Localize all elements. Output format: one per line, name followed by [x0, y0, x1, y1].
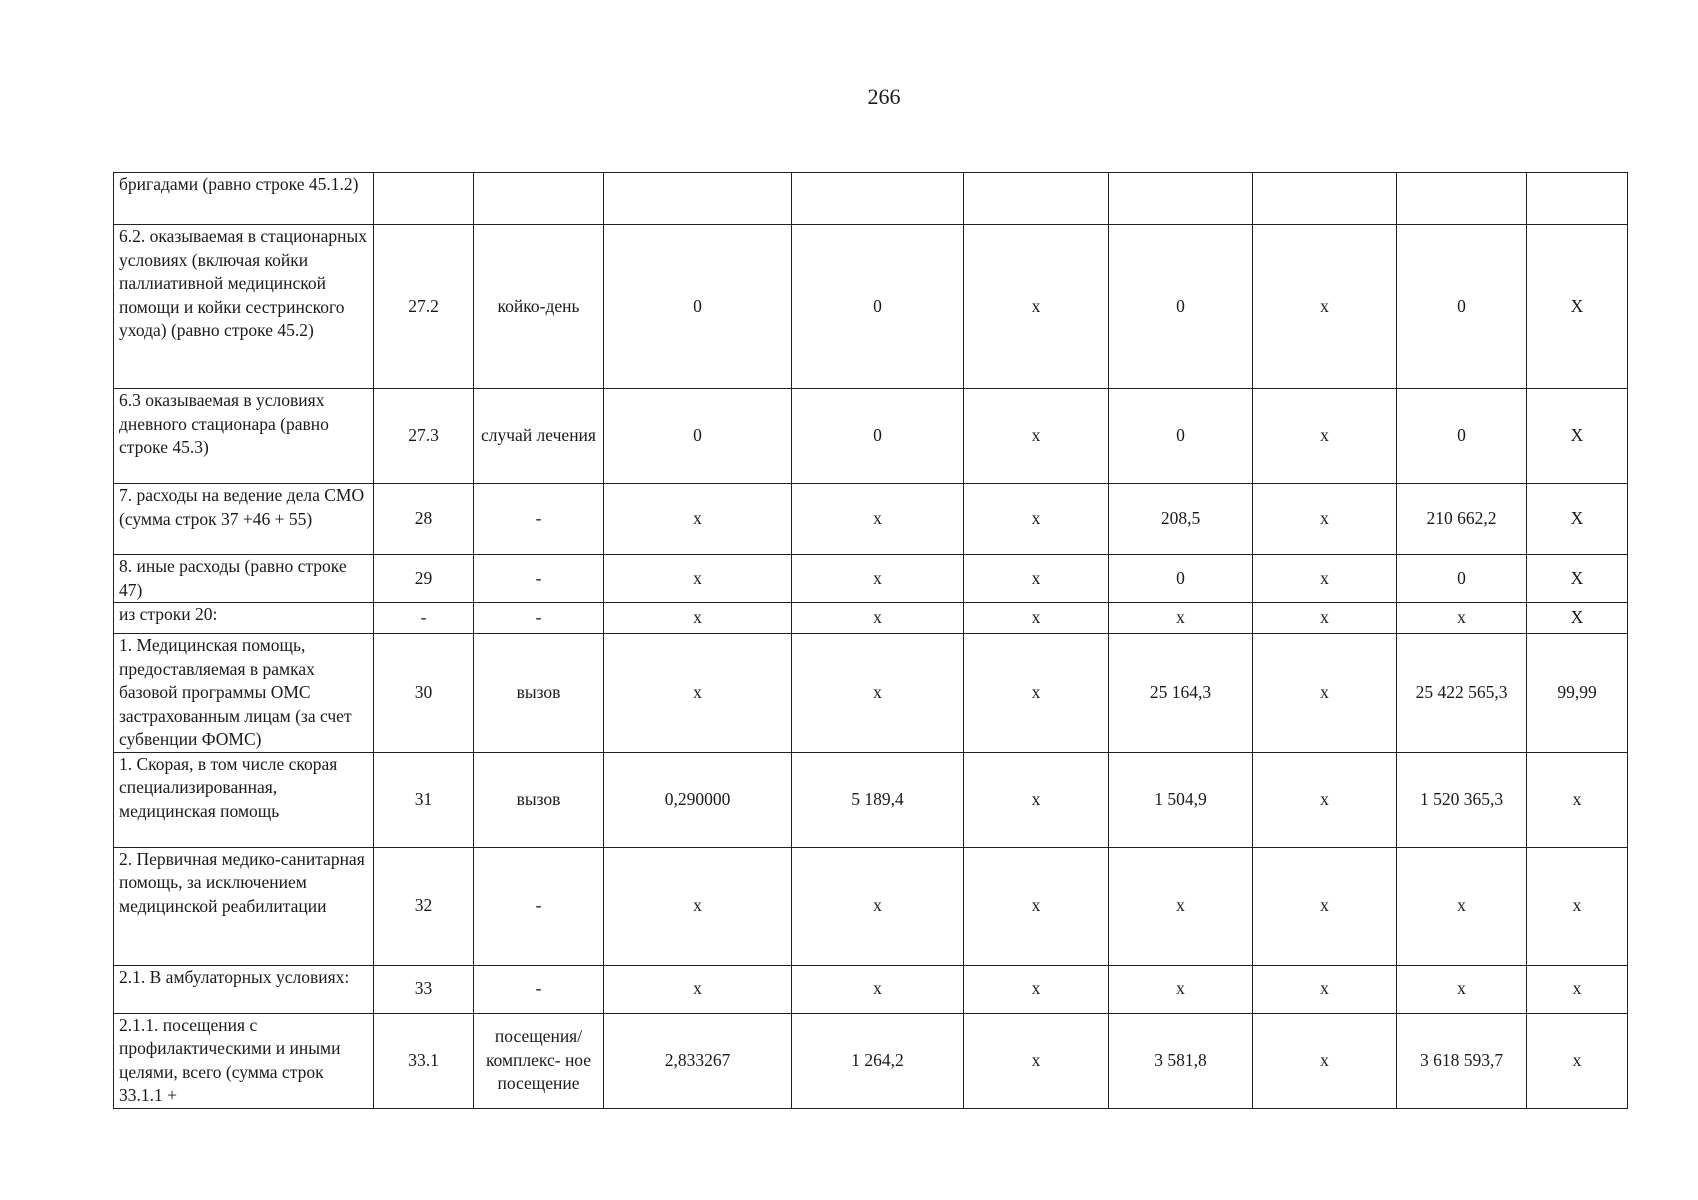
- cell-line-code: 29: [374, 555, 474, 603]
- cell-total-cost: 1 520 365,3: [1397, 752, 1527, 847]
- cell-col-8: х: [1253, 225, 1397, 389]
- cell-total-cost: х: [1397, 603, 1527, 634]
- cell-share: х: [1527, 752, 1628, 847]
- table-row: [114, 555, 1628, 603]
- cell-cost-norm: х: [792, 847, 964, 965]
- cell-line-code: 30: [374, 634, 474, 753]
- cell-per-capita: х: [1109, 847, 1253, 965]
- cell-per-capita: 208,5: [1109, 484, 1253, 555]
- cell-col-6: х: [964, 603, 1109, 634]
- cell-total-cost: 0: [1397, 555, 1527, 603]
- cell-total-cost: х: [1397, 965, 1527, 1013]
- cell-line-code: 32: [374, 847, 474, 965]
- cell-cost-norm: [792, 173, 964, 225]
- cell-unit: вызов: [474, 752, 604, 847]
- cell-unit: -: [474, 484, 604, 555]
- table-body: [114, 173, 1628, 1109]
- cell-row-name: 2. Первичная медико-санитарная помощь, за исключением медицинской реабилитации: [114, 847, 374, 965]
- cell-col-6: х: [964, 1013, 1109, 1108]
- cell-per-capita: х: [1109, 965, 1253, 1013]
- cell-volume-norm: х: [604, 484, 792, 555]
- cell-col-6: х: [964, 847, 1109, 965]
- cell-per-capita: 25 164,3: [1109, 634, 1253, 753]
- cell-row-name: 2.1.1. посещения с профилактическими и иными целями, всего (сумма строк 33.1.1 +: [114, 1013, 374, 1108]
- cell-row-name: бригадами (равно строке 45.1.2): [114, 173, 374, 225]
- cell-share: Х: [1527, 555, 1628, 603]
- cell-col-8: х: [1253, 634, 1397, 753]
- table-row: [114, 965, 1628, 1013]
- cell-col-8: х: [1253, 1013, 1397, 1108]
- cell-col-8: х: [1253, 555, 1397, 603]
- cell-cost-norm: х: [792, 603, 964, 634]
- cell-volume-norm: х: [604, 965, 792, 1013]
- table-row: [114, 752, 1628, 847]
- cell-share: х: [1527, 847, 1628, 965]
- cell-per-capita: 0: [1109, 555, 1253, 603]
- cell-unit: -: [474, 965, 604, 1013]
- cell-unit: случай лечения: [474, 389, 604, 484]
- cell-volume-norm: х: [604, 847, 792, 965]
- cell-line-code: 33.1: [374, 1013, 474, 1108]
- cell-unit: [474, 173, 604, 225]
- table-row: [114, 847, 1628, 965]
- cell-unit: -: [474, 555, 604, 603]
- cell-per-capita: х: [1109, 603, 1253, 634]
- cell-col-6: х: [964, 634, 1109, 753]
- cell-unit: вызов: [474, 634, 604, 753]
- cell-volume-norm: 0: [604, 389, 792, 484]
- cell-total-cost: 0: [1397, 225, 1527, 389]
- cell-col-8: х: [1253, 389, 1397, 484]
- cell-volume-norm: [604, 173, 792, 225]
- cell-col-6: х: [964, 555, 1109, 603]
- cell-cost-norm: х: [792, 555, 964, 603]
- cell-line-code: 31: [374, 752, 474, 847]
- cell-col-6: х: [964, 965, 1109, 1013]
- table-row: [114, 225, 1628, 389]
- cell-volume-norm: 0: [604, 225, 792, 389]
- table-row: [114, 173, 1628, 225]
- cell-col-6: х: [964, 752, 1109, 847]
- table-row: [114, 634, 1628, 753]
- cell-share: х: [1527, 965, 1628, 1013]
- cell-volume-norm: х: [604, 634, 792, 753]
- cell-col-8: х: [1253, 847, 1397, 965]
- cell-volume-norm: х: [604, 555, 792, 603]
- cell-total-cost: 210 662,2: [1397, 484, 1527, 555]
- cell-per-capita: 0: [1109, 225, 1253, 389]
- cell-total-cost: 25 422 565,3: [1397, 634, 1527, 753]
- cell-per-capita: [1109, 173, 1253, 225]
- cell-line-code: -: [374, 603, 474, 634]
- cell-unit: -: [474, 847, 604, 965]
- cell-total-cost: [1397, 173, 1527, 225]
- financing-table: [113, 172, 1628, 1109]
- cell-row-name: 1. Скорая, в том числе скорая специализированная, медицинская помощь: [114, 752, 374, 847]
- cell-col-8: х: [1253, 752, 1397, 847]
- cell-col-8: [1253, 173, 1397, 225]
- cell-cost-norm: х: [792, 634, 964, 753]
- cell-row-name: 2.1. В амбулаторных условиях:: [114, 965, 374, 1013]
- cell-line-code: 27.3: [374, 389, 474, 484]
- cell-line-code: 33: [374, 965, 474, 1013]
- cell-row-name: 6.2. оказываемая в стационарных условиях (включая койки паллиативной медицинской помощи и койки сестринского ухода) (равно строке 45.2): [114, 225, 374, 389]
- cell-share: х: [1527, 1013, 1628, 1108]
- cell-unit: посещения/ комплекс- ное посещение: [474, 1013, 604, 1108]
- cell-share: Х: [1527, 389, 1628, 484]
- table-row: [114, 484, 1628, 555]
- cell-line-code: 27.2: [374, 225, 474, 389]
- cell-col-6: [964, 173, 1109, 225]
- cell-col-8: х: [1253, 484, 1397, 555]
- cell-row-name: 8. иные расходы (равно строке 47): [114, 555, 374, 603]
- cell-cost-norm: 1 264,2: [792, 1013, 964, 1108]
- table-row: [114, 1013, 1628, 1108]
- cell-cost-norm: х: [792, 484, 964, 555]
- cell-col-8: х: [1253, 965, 1397, 1013]
- cell-per-capita: 3 581,8: [1109, 1013, 1253, 1108]
- cell-total-cost: 3 618 593,7: [1397, 1013, 1527, 1108]
- cell-share: 99,99: [1527, 634, 1628, 753]
- cell-unit: койко-день: [474, 225, 604, 389]
- cell-volume-norm: х: [604, 603, 792, 634]
- cell-cost-norm: 5 189,4: [792, 752, 964, 847]
- cell-row-name: 7. расходы на ведение дела СМО (сумма строк 37 +46 + 55): [114, 484, 374, 555]
- page-number: 266: [867, 84, 901, 109]
- cell-cost-norm: х: [792, 965, 964, 1013]
- cell-per-capita: 1 504,9: [1109, 752, 1253, 847]
- cell-col-6: х: [964, 484, 1109, 555]
- cell-total-cost: х: [1397, 847, 1527, 965]
- cell-line-code: 28: [374, 484, 474, 555]
- cell-row-name: из строки 20:: [114, 603, 374, 634]
- cell-per-capita: 0: [1109, 389, 1253, 484]
- cell-volume-norm: 0,290000: [604, 752, 792, 847]
- cell-share: [1527, 173, 1628, 225]
- table-row: [114, 603, 1628, 634]
- cell-col-6: х: [964, 225, 1109, 389]
- cell-total-cost: 0: [1397, 389, 1527, 484]
- cell-line-code: [374, 173, 474, 225]
- cell-col-6: х: [964, 389, 1109, 484]
- cell-row-name: 1. Медицинская помощь, предоставляемая в рамках базовой программы ОМС застрахованным лицам (за счет субвенции ФОМС): [114, 634, 374, 753]
- cell-volume-norm: 2,833267: [604, 1013, 792, 1108]
- cell-unit: -: [474, 603, 604, 634]
- cell-cost-norm: 0: [792, 389, 964, 484]
- cell-col-8: х: [1253, 603, 1397, 634]
- cell-cost-norm: 0: [792, 225, 964, 389]
- cell-row-name: 6.3 оказываемая в условиях дневного стационара (равно строке 45.3): [114, 389, 374, 484]
- cell-share: Х: [1527, 603, 1628, 634]
- cell-share: Х: [1527, 484, 1628, 555]
- cell-share: Х: [1527, 225, 1628, 389]
- table-row: [114, 389, 1628, 484]
